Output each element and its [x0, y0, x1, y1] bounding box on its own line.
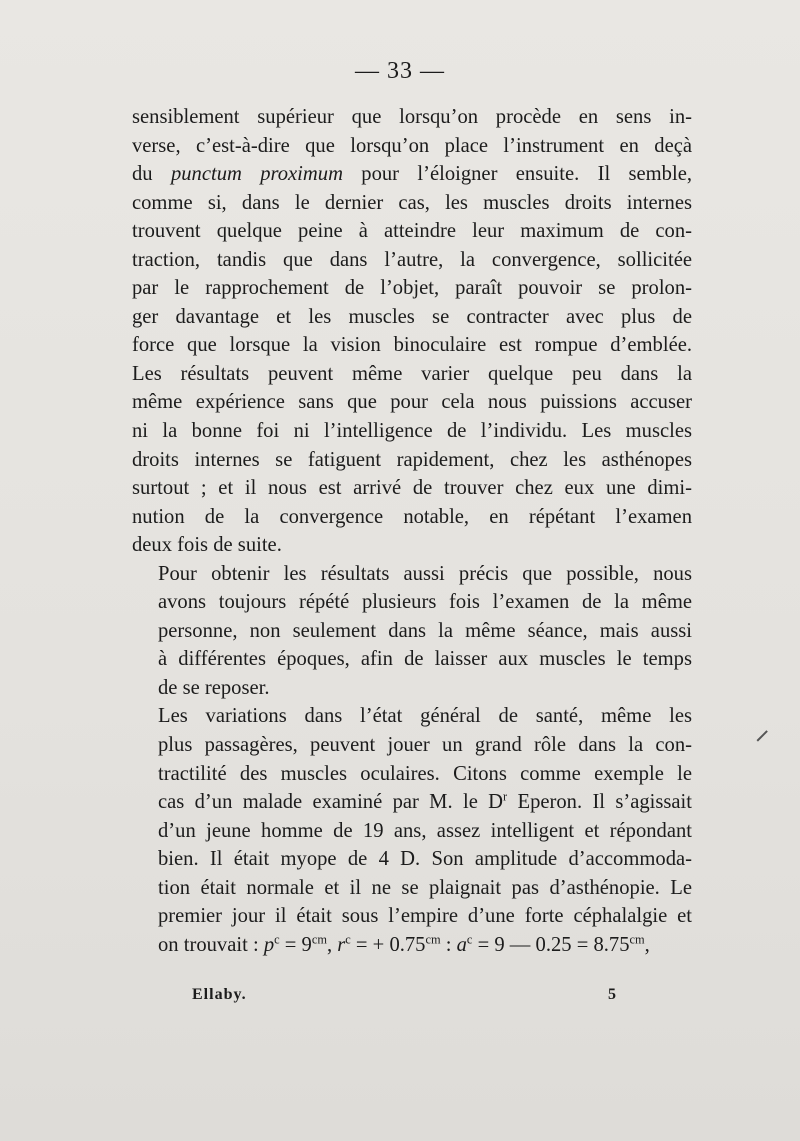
text-line: de se reposer.	[158, 676, 270, 699]
body-text	[132, 103, 692, 959]
text-line: d’un jeune homme de 19 ans, assez intelligent et répondant	[158, 819, 692, 842]
text-line: nution de la convergence notable, en répétant l’examen	[132, 505, 692, 528]
italic-term: punctum proximum	[170, 163, 343, 186]
text-line: Les résultats peuvent même varier quelque peu dans la	[132, 362, 692, 385]
text-line: personne, non seulement dans la même séance, mais aussi	[158, 619, 692, 642]
text-line: surtout ; et il nous est arrivé de trouver chez eux une dimi-	[132, 477, 692, 500]
text-line: verse, c’est-à-dire que lorsqu’on place l’instrument en deçà	[132, 134, 692, 157]
text-line: droits internes se fatiguent rapidement, chez les asthénopes	[132, 448, 692, 471]
text-line: même expérience sans que pour cela nous puissions accuser	[132, 391, 692, 414]
text-line: traction, tandis que dans l’autre, la convergence, sollicitée	[132, 248, 692, 271]
text-line: ni la bonne foi ni l’intelligence de l’individu. Les muscles	[132, 420, 692, 443]
text-line: Pour obtenir les résultats aussi précis que possible, nous	[158, 562, 692, 585]
signature-number: 5	[608, 986, 616, 1003]
text-line: premier jour il était sous l’empire d’une forte céphalalgie et	[158, 905, 692, 928]
text-line: trouvent quelque peine à atteindre leur maximum de con-	[132, 220, 692, 243]
text-line: ger davantage et les muscles se contracter avec plus de	[132, 305, 692, 328]
text-line: tractilité des muscles oculaires. Citons comme exemple le	[158, 762, 692, 785]
paragraph-1	[132, 103, 692, 560]
text-line: plus passagères, peuvent jouer un grand rôle dans la con-	[158, 734, 692, 757]
text-line: deux fois de suite.	[132, 534, 282, 557]
text-line: force que lorsque la vision binoculaire est rompue d’emblée.	[132, 334, 692, 357]
text-line: avons toujours répété plusieurs fois l’examen de la même	[158, 591, 692, 614]
margin-pencil-mark	[757, 730, 768, 741]
text-line: cas d’un malade examiné par M. le $D^r$ Eperon. Il s’agissait	[158, 789, 692, 814]
text-line: comme si, dans le dernier cas, les muscles droits internes	[132, 191, 692, 214]
page-number: — 33 —	[355, 58, 445, 84]
signature-mark: Ellaby.	[192, 986, 247, 1003]
text-line: sensiblement supérieur que lorsqu’on procède en sens in-	[132, 106, 692, 128]
text-line: du punctum proximum pour l’éloigner ensuite. Il semble,	[132, 163, 692, 186]
text-line: Les variations dans l’état général de santé, même les	[158, 705, 692, 728]
text-line: bien. Il était myope de 4 D. Son amplitude d’accommoda-	[158, 848, 692, 871]
text-line: par le rapprochement de l’objet, paraît pouvoir se prolon-	[132, 277, 692, 300]
text-line: tion était normale et il ne se plaignait pas d’asthénopie. Le	[158, 876, 692, 899]
paragraph-3	[132, 702, 692, 959]
formula-line: on trouvait : $p^c = 9^{cm}$, $r^c$ = + $0.75^{cm}$ : $a^c = 9$ — $0.25 = 8.75^{cm}$,	[158, 932, 650, 956]
paragraph-2	[132, 560, 692, 703]
text-line: à différentes époques, afin de laisser aux muscles le temps	[158, 648, 692, 671]
